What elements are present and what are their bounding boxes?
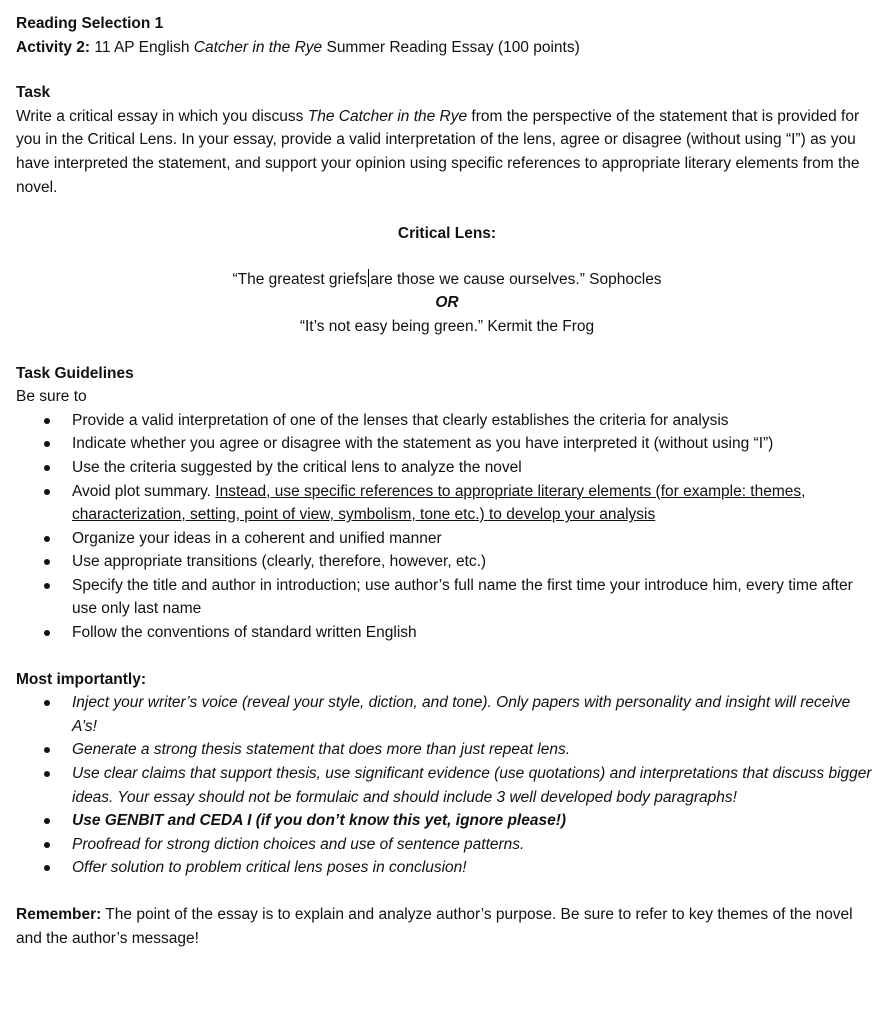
bullet-icon: [44, 700, 50, 706]
list-item: Specify the title and author in introduction; use author’s full name the first time your introduce him, every time after use only last name: [16, 574, 878, 621]
bullet-icon: [44, 583, 50, 589]
bullet-icon: [44, 559, 50, 565]
bullet-icon: [44, 818, 50, 824]
avoid-underlined-text: Instead, use specific references to appropriate literary elements (for example: themes, characterization, setting, point of view, symbolism, tone etc.) to develop your analysis: [72, 482, 806, 524]
activity-label: Activity 2:: [16, 38, 91, 56]
guidelines-intro: Be sure to: [16, 388, 87, 406]
task-heading: Task: [16, 84, 51, 102]
list-item: Offer solution to problem critical lens poses in conclusion!: [16, 856, 878, 880]
or-separator: OR: [435, 294, 459, 312]
list-item: Use the criteria suggested by the critical lens to analyze the novel: [16, 456, 878, 480]
task-book-title: The Catcher in the Rye: [307, 107, 468, 125]
avoid-text: Avoid plot summary.: [72, 482, 216, 500]
activity-post: Summer Reading Essay (100 points): [322, 38, 580, 56]
guidelines-list: [16, 409, 878, 645]
quote-sophocles: [16, 268, 878, 292]
task-text-1: Write a critical essay in which you discuss: [16, 107, 308, 125]
guidelines-heading: Task Guidelines: [16, 364, 134, 382]
list-item: Provide a valid interpretation of one of the lenses that clearly establishes the criteria for analysis: [16, 409, 878, 433]
remember-text: The point of the essay is to explain and analyze author’s purpose. Be sure to refer to key themes of the novel and the author’s message!: [16, 906, 853, 947]
bullet-icon: [44, 842, 50, 848]
bullet-icon: [44, 747, 50, 753]
list-item: Use appropriate transitions (clearly, therefore, however, etc.): [16, 550, 878, 574]
importantly-list: [16, 691, 878, 880]
list-item: Generate a strong thesis statement that does more than just repeat lens.: [16, 738, 878, 762]
quote1-part-a: “The greatest griefs: [232, 270, 367, 288]
list-item: Use GENBIT and CEDA I (if you don’t know this yet, ignore please!): [16, 809, 878, 833]
bullet-icon: [44, 489, 50, 495]
bullet-icon: [44, 418, 50, 424]
activity-book-title: Catcher in the Rye: [193, 38, 323, 56]
bullet-icon: [44, 630, 50, 636]
bullet-icon: [44, 536, 50, 542]
list-item: Proofread for strong diction choices and use of sentence patterns.: [16, 833, 878, 857]
bullet-icon: [44, 465, 50, 471]
list-item: Inject your writer’s voice (reveal your style, diction, and tone). Only papers with personality and insight will receive A’s!: [16, 691, 878, 738]
bullet-icon: [44, 771, 50, 777]
critical-lens-heading: Critical Lens:: [397, 225, 497, 243]
remember-label: Remember:: [16, 906, 102, 923]
list-item: Organize your ideas in a coherent and unified manner: [16, 527, 878, 551]
quote1-part-b: are those we cause ourselves.” Sophocles: [370, 270, 662, 288]
list-item: Follow the conventions of standard written English: [16, 621, 878, 645]
list-item: Use clear claims that support thesis, use significant evidence (use quotations) and interpretations that discuss bigger ideas. Your essay should not be formulaic and should include 3 well developed body paragraphs!: [16, 762, 878, 809]
activity-line: [16, 36, 878, 60]
list-item: Indicate whether you agree or disagree with the statement as you have interpreted it (without using “I”): [16, 432, 878, 456]
bullet-icon: [44, 441, 50, 447]
task-text-2: from the perspective of the statement that is provided for you in the Critical Lens. In your essay, provide a valid interpretation of the lens, agree or disagree (without using “I”) as you have interpreted the statement, and support your opinion using specific references to appropriate literary elements from the novel.: [16, 107, 860, 196]
quote-kermit: “It’s not easy being green.” Kermit the Frog: [299, 317, 595, 335]
most-importantly-heading: Most importantly:: [16, 670, 147, 688]
remember-paragraph: [16, 903, 878, 950]
document-page: [16, 12, 878, 950]
task-paragraph: [16, 105, 878, 199]
activity-pre: 11 AP English: [90, 38, 194, 56]
reading-selection-title: Reading Selection 1: [16, 15, 164, 32]
list-item: [16, 480, 878, 527]
bullet-icon: [44, 865, 50, 871]
